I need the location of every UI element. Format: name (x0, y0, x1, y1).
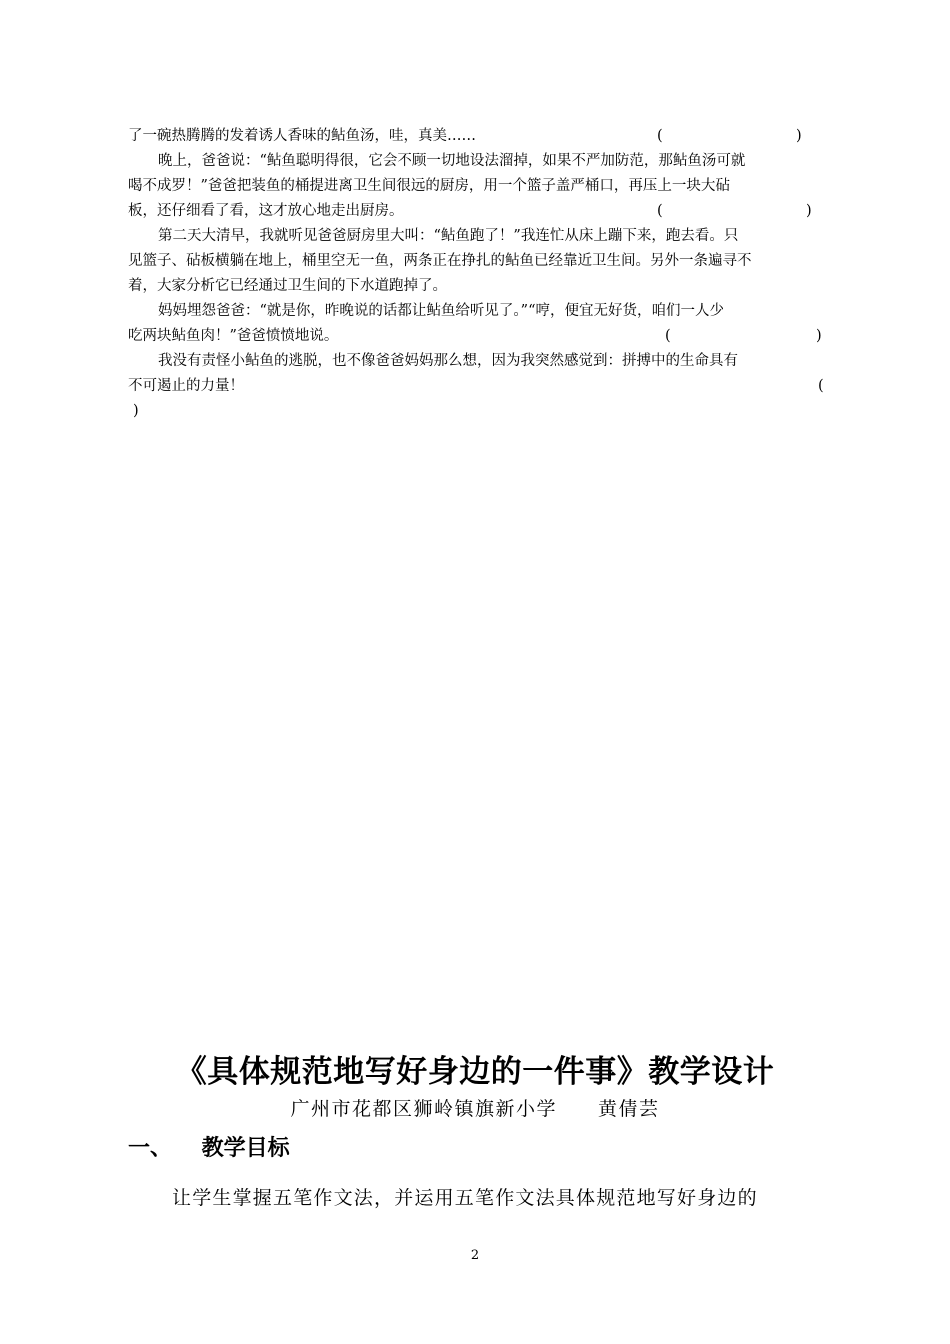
story-line (128, 199, 828, 224)
story-line (128, 349, 828, 374)
author-line: 广州市花都区狮岭镇旗新小学 黄倩芸 (290, 1098, 660, 1120)
blank-paren-close: ) (796, 128, 802, 144)
story-text: 板，还仔细看了看，这才放心地走出厨房。 (128, 203, 404, 219)
blank-paren-close: ) (133, 403, 139, 419)
story-line (128, 374, 828, 399)
body-paragraph: 让学生掌握五笔作文法，并运用五笔作文法具体规范地写好身边的 (172, 1187, 758, 1209)
section-title: 教学目标 (201, 1136, 290, 1161)
story-line (128, 274, 828, 299)
section-heading (128, 1131, 290, 1162)
blank-paren-open: ( (818, 378, 824, 394)
story-line (128, 299, 828, 324)
blank-paren-close: ) (806, 203, 812, 219)
lesson-plan-title: 《具体规范地写好身边的一件事》教学设计 (175, 1054, 775, 1090)
blank-paren-open: ( (665, 328, 671, 344)
blank-paren-open: ( (657, 128, 663, 144)
story-text: 着，大家分析它已经通过卫生间的下水道跑掉了。 (128, 278, 447, 294)
story-line (128, 399, 828, 424)
story-text: 喝不成罗！”爸爸把装鱼的桶提进离卫生间很远的厨房，用一个篮子盖严桶口，再压上一块大砧 (128, 178, 730, 194)
story-text: 晚上，爸爸说：“鲇鱼聪明得很，它会不顾一切地设法溜掉，如果不严加防范，那鲇鱼汤可就 (158, 153, 746, 169)
blank-paren-open: ( (657, 203, 663, 219)
story-line (128, 124, 828, 149)
story-line (128, 249, 828, 274)
story-text: 第二天大清早，我就听见爸爸厨房里大叫：“鲇鱼跑了！”我连忙从床上蹦下来，跑去看。只 (158, 228, 739, 244)
page-number: 2 (470, 1248, 480, 1263)
story-text: 不可遏止的力量！ (128, 378, 244, 394)
story-text: 了一碗热腾腾的发着诱人香味的鲇鱼汤，哇，真美…… (128, 128, 476, 144)
story-line (128, 324, 828, 349)
story-line (128, 174, 828, 199)
story-line (128, 149, 828, 174)
story-text: 妈妈埋怨爸爸：“就是你，昨晚说的话都让鲇鱼给听见了。”“哼，便宜无好货，咱们一人少 (158, 303, 724, 319)
story-line (128, 224, 828, 249)
section-number: 一、 (128, 1136, 173, 1161)
story-text: 吃两块鲇鱼肉！”爸爸愤愤地说。 (128, 328, 339, 344)
story-text: 我没有责怪小鲇鱼的逃脱，也不像爸爸妈妈那么想，因为我突然感觉到：拼搏中的生命具有 (158, 353, 738, 369)
story-text: 见篮子、砧板横躺在地上，桶里空无一鱼，两条正在挣扎的鲇鱼已经靠近卫生间。另外一条遍寻不 (128, 253, 752, 269)
blank-paren-close: ) (816, 328, 822, 344)
story-excerpt (128, 124, 828, 424)
